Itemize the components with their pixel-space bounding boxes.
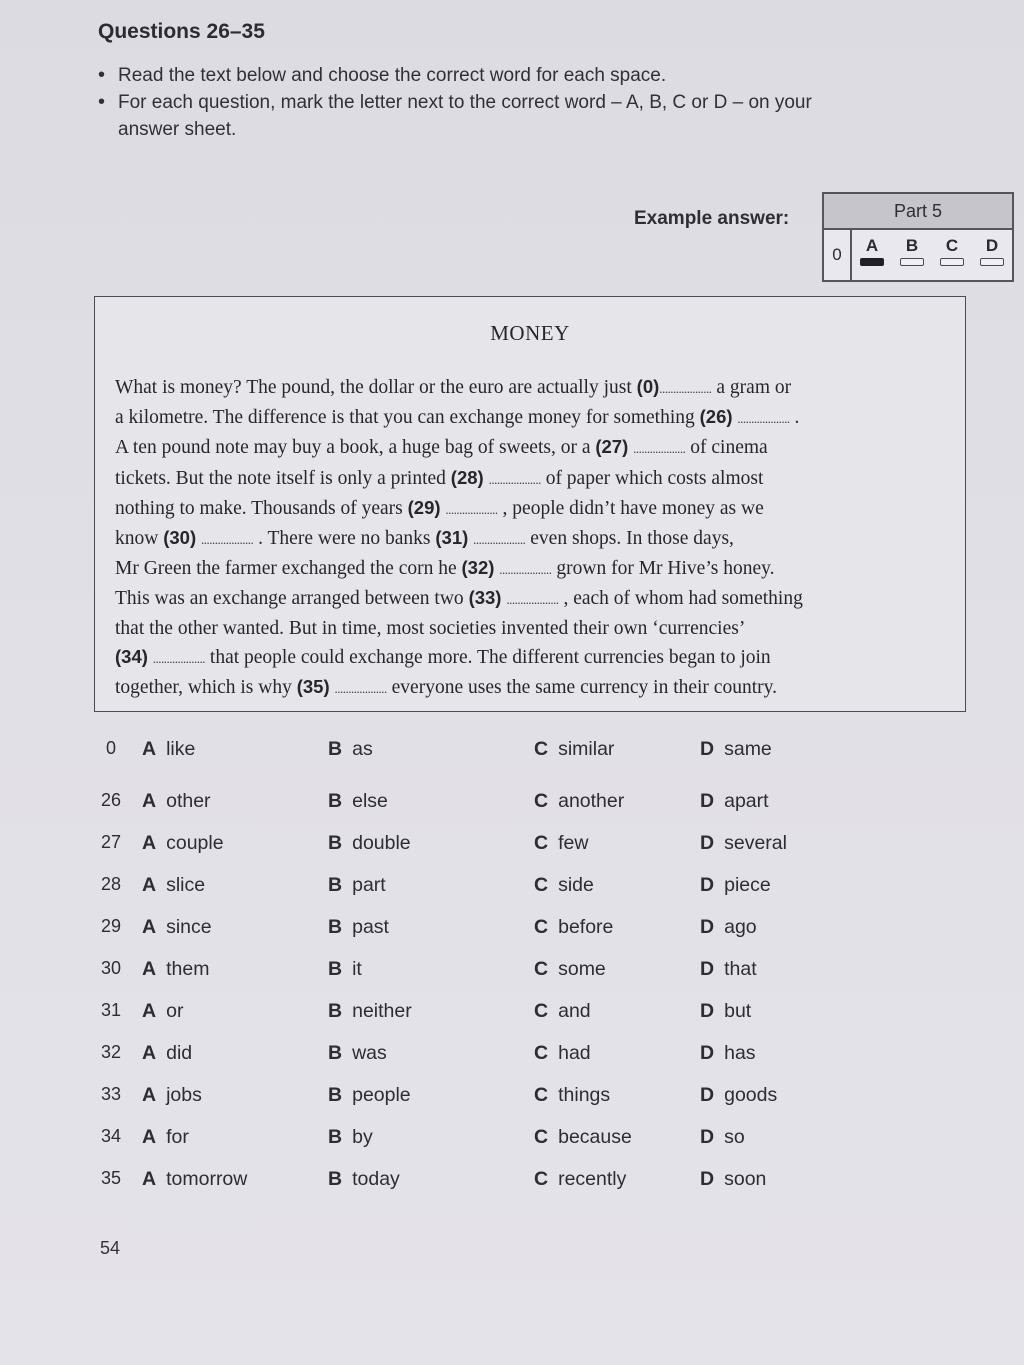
option-word: past — [352, 916, 389, 938]
example-option-letter: D — [985, 236, 999, 255]
option-b — [328, 1084, 411, 1107]
option-word: had — [558, 1042, 591, 1064]
option-c — [534, 874, 594, 897]
option-word: goods — [724, 1084, 778, 1106]
option-word: ago — [724, 916, 757, 938]
question-number: 31 — [100, 1000, 122, 1020]
example-option-a — [860, 236, 884, 280]
passage-text-run: Mr Green the farmer exchanged the corn he — [115, 558, 462, 580]
gap-blank: ................... — [506, 592, 559, 608]
option-word: today — [352, 1168, 400, 1190]
example-options — [852, 230, 1012, 280]
option-letter: B — [328, 916, 343, 938]
option-word: it — [352, 958, 362, 980]
option-letter: A — [142, 738, 157, 760]
option-c — [534, 958, 606, 981]
passage-text-run: tickets. But the note itself is only a printed — [115, 467, 451, 489]
option-a — [142, 916, 212, 939]
passage-line — [115, 433, 947, 463]
option-c — [534, 1168, 626, 1191]
option-c — [534, 790, 624, 813]
gap-number: (32) — [461, 557, 495, 579]
option-d — [700, 738, 772, 761]
option-letter: C — [534, 832, 549, 854]
question-number: 0 — [105, 738, 116, 758]
question-number: 33 — [100, 1084, 122, 1104]
option-word: did — [166, 1042, 193, 1064]
gap-blank: ................... — [445, 501, 498, 517]
option-letter: D — [700, 916, 715, 938]
option-b — [328, 958, 362, 981]
option-word: things — [558, 1084, 611, 1106]
example-answer-label: Example answer: — [634, 208, 790, 229]
option-word: double — [352, 832, 411, 854]
question-row — [96, 994, 856, 1036]
option-letter: A — [142, 1084, 157, 1106]
option-b — [328, 790, 388, 813]
option-d — [700, 1000, 751, 1023]
option-b — [328, 874, 386, 897]
question-number: 28 — [100, 874, 122, 894]
gap-number: (29) — [407, 496, 441, 518]
passage-text-run: that people could exchange more. The different currencies began to join — [205, 646, 771, 668]
option-word: for — [166, 1126, 189, 1148]
option-a — [142, 1126, 189, 1149]
passage-line — [115, 615, 947, 643]
option-word: neither — [352, 1000, 412, 1022]
option-letter: A — [142, 832, 157, 854]
gap-number: (33) — [468, 587, 502, 609]
passage-text-run: . — [789, 407, 800, 429]
question-number: 30 — [100, 958, 122, 978]
gap-blank: ................... — [473, 532, 526, 548]
answer-options — [96, 732, 856, 1204]
option-letter: B — [328, 790, 343, 812]
questions-heading: Questions 26–35 — [98, 20, 265, 43]
option-word: before — [558, 916, 614, 938]
option-word: soon — [724, 1168, 767, 1190]
option-letter: B — [328, 1168, 343, 1190]
passage-text-run: a kilometre. The difference is that you can exchange money for something — [115, 407, 700, 429]
passage-text-run: . There were no banks — [253, 528, 436, 550]
question-row — [96, 910, 856, 952]
passage-box — [94, 296, 966, 712]
gap-blank: ................... — [499, 562, 552, 578]
option-letter: A — [142, 1042, 157, 1064]
question-number: 35 — [100, 1168, 122, 1188]
option-word: side — [558, 874, 594, 896]
option-word: like — [166, 738, 196, 760]
passage-text-run: What is money? The pound, the dollar or the euro are actually just — [115, 377, 637, 398]
option-a — [142, 1000, 183, 1023]
answer-bubble-icon — [980, 258, 1004, 266]
option-letter: D — [700, 874, 715, 896]
option-a — [142, 832, 224, 855]
option-letter: B — [328, 1126, 343, 1148]
option-b — [328, 1126, 373, 1149]
option-word: piece — [724, 874, 771, 896]
gap-number: (31) — [435, 527, 469, 549]
option-b — [328, 1042, 387, 1065]
option-a — [142, 874, 205, 897]
option-c — [534, 832, 588, 855]
example-part-label: Part 5 — [824, 194, 1012, 230]
option-letter: D — [700, 958, 715, 980]
option-word: some — [558, 958, 606, 980]
option-word: as — [352, 738, 373, 760]
passage-line — [115, 554, 947, 584]
option-letter: C — [534, 1168, 549, 1190]
option-d — [700, 1042, 756, 1065]
example-option-b — [900, 236, 924, 280]
option-word: them — [166, 958, 210, 980]
passage-text-run: A ten pound note may buy a book, a huge bag of sweets, or a — [115, 437, 596, 459]
option-letter: D — [700, 1000, 715, 1022]
option-d — [700, 916, 757, 939]
option-letter: A — [142, 790, 157, 812]
option-word: or — [166, 1000, 184, 1022]
answer-bubble-icon — [940, 258, 964, 266]
option-c — [534, 1126, 632, 1149]
gap-number: (28) — [450, 466, 484, 488]
passage-text-run: , each of whom had something — [558, 588, 803, 610]
option-letter: C — [534, 1084, 549, 1106]
passage-line — [115, 673, 947, 703]
option-d — [700, 832, 787, 855]
option-letter: A — [142, 1126, 157, 1148]
option-c — [534, 1000, 591, 1023]
example-option-letter: C — [945, 236, 959, 255]
option-word: apart — [724, 790, 769, 812]
option-letter: A — [142, 874, 157, 896]
option-letter: C — [534, 1000, 549, 1022]
question-number: 29 — [100, 916, 122, 936]
passage-text-run: that the other wanted. But in time, most societies invented their own ‘currencies’ — [115, 617, 746, 639]
instructions-list — [98, 62, 838, 143]
passage-line — [115, 494, 947, 524]
passage-line — [115, 524, 947, 554]
option-word: same — [724, 738, 772, 760]
question-row — [96, 826, 856, 868]
option-word: jobs — [166, 1084, 202, 1106]
option-letter: C — [534, 1042, 549, 1064]
example-answer-box — [822, 192, 1014, 282]
gap-blank: ................... — [334, 681, 387, 697]
question-number: 34 — [100, 1126, 122, 1146]
option-letter: D — [700, 832, 715, 854]
gap-number: (30) — [163, 527, 197, 549]
option-c — [534, 916, 613, 939]
option-word: and — [558, 1000, 591, 1022]
answer-bubble-icon — [900, 258, 924, 266]
option-a — [142, 1042, 192, 1065]
option-letter: B — [328, 1084, 343, 1106]
passage-text-run: of paper which costs almost — [540, 467, 764, 489]
option-word: another — [558, 790, 625, 812]
passage-title: MONEY — [490, 321, 570, 345]
page-number: 54 — [100, 1238, 121, 1258]
passage-line — [115, 584, 947, 614]
option-word: tomorrow — [166, 1168, 248, 1190]
option-word: other — [166, 790, 211, 812]
gap-blank: ................... — [201, 532, 254, 548]
question-row — [96, 1120, 856, 1162]
option-c — [534, 1084, 610, 1107]
option-b — [328, 1168, 400, 1191]
option-d — [700, 874, 771, 897]
passage-text-run: , people didn’t have money as we — [497, 497, 764, 519]
option-word: several — [724, 832, 787, 854]
gap-number: (27) — [595, 436, 629, 458]
option-letter: B — [328, 874, 343, 896]
question-row — [96, 1162, 856, 1204]
option-word: was — [352, 1042, 387, 1064]
passage-text-run: nothing to make. Thousands of years — [115, 497, 408, 519]
option-b — [328, 832, 411, 855]
passage-text — [115, 373, 947, 703]
option-letter: A — [142, 916, 157, 938]
gap-blank: ................... — [488, 471, 541, 487]
option-letter: D — [700, 1168, 715, 1190]
question-row — [96, 1036, 856, 1078]
question-row — [96, 868, 856, 910]
passage-line — [115, 643, 947, 673]
option-letter: B — [328, 958, 343, 980]
gap-blank: ................... — [633, 441, 686, 457]
option-letter: C — [534, 1126, 549, 1148]
passage-line — [115, 403, 947, 433]
option-letter: A — [142, 1168, 157, 1190]
question-row — [96, 1078, 856, 1120]
option-letter: B — [328, 738, 343, 760]
option-d — [700, 1126, 745, 1149]
passage-line — [115, 464, 947, 494]
passage-text-run: a gram or — [711, 377, 792, 398]
option-letter: C — [534, 916, 549, 938]
example-option-letter: A — [865, 236, 879, 255]
option-letter: C — [534, 738, 549, 760]
gap-number: (26) — [699, 406, 733, 428]
gap-blank: ................... — [152, 650, 206, 666]
option-letter: B — [328, 1000, 343, 1022]
option-word: else — [352, 790, 388, 812]
option-b — [328, 1000, 412, 1023]
option-letter: D — [700, 738, 715, 760]
option-a — [142, 790, 211, 813]
question-row — [96, 784, 856, 826]
option-word: people — [352, 1084, 411, 1106]
passage-text-run: know — [115, 528, 164, 550]
option-word: has — [724, 1042, 756, 1064]
gap-number: (35) — [296, 676, 330, 698]
option-word: recently — [558, 1168, 627, 1190]
option-word: slice — [166, 874, 206, 896]
question-row — [96, 952, 856, 994]
option-word: similar — [558, 738, 615, 760]
option-letter: C — [534, 874, 549, 896]
example-option-letter: B — [905, 236, 919, 255]
gap-number: (34) — [115, 645, 148, 667]
gap-number: (0) — [636, 376, 660, 397]
question-number: 27 — [100, 832, 122, 852]
example-number: 0 — [824, 230, 852, 280]
passage-text-run: together, which is why — [115, 677, 297, 699]
passage-line — [115, 373, 947, 403]
option-letter: D — [700, 790, 715, 812]
instruction-item: • For each question, mark the letter next to the correct word – A, B, C or D – on your answer sheet. — [98, 89, 838, 143]
option-letter: A — [142, 958, 157, 980]
option-a — [142, 1168, 247, 1191]
option-letter: D — [700, 1084, 715, 1106]
option-letter: C — [534, 790, 549, 812]
option-d — [700, 958, 757, 981]
example-answer-row — [824, 230, 1012, 280]
option-letter: B — [328, 1042, 343, 1064]
example-option-d — [980, 236, 1004, 280]
option-letter: D — [700, 1126, 715, 1148]
option-c — [534, 738, 614, 761]
option-letter: C — [534, 958, 549, 980]
option-a — [142, 738, 195, 761]
gap-blank: ................... — [737, 411, 790, 427]
question-row — [96, 732, 856, 784]
option-letter: A — [142, 1000, 157, 1022]
passage-text-run: even shops. In those days, — [525, 528, 734, 550]
option-word: since — [166, 916, 212, 938]
option-letter: B — [328, 832, 343, 854]
option-b — [328, 738, 373, 761]
option-word: few — [558, 832, 589, 854]
option-word: so — [724, 1126, 745, 1148]
question-number: 32 — [100, 1042, 122, 1062]
option-d — [700, 1084, 777, 1107]
option-c — [534, 1042, 591, 1065]
gap-blank: ................... — [659, 381, 712, 396]
answer-bubble-icon — [860, 258, 884, 266]
option-d — [700, 790, 769, 813]
option-word: that — [724, 958, 757, 980]
passage-text-run: everyone uses the same currency in their country. — [386, 677, 777, 699]
question-number: 26 — [100, 790, 122, 810]
option-a — [142, 1084, 202, 1107]
option-d — [700, 1168, 766, 1191]
option-word: by — [352, 1126, 373, 1148]
option-word: because — [558, 1126, 632, 1148]
passage-text-run: grown for Mr Hive’s honey. — [551, 558, 775, 580]
option-word: part — [352, 874, 386, 896]
option-word: couple — [166, 832, 224, 854]
option-letter: D — [700, 1042, 715, 1064]
option-word: but — [724, 1000, 752, 1022]
option-b — [328, 916, 389, 939]
passage-text-run: This was an exchange arranged between two — [115, 588, 469, 610]
option-a — [142, 958, 209, 981]
example-option-c — [940, 236, 964, 280]
passage-text-run: of cinema — [685, 437, 768, 459]
instruction-item: • Read the text below and choose the correct word for each space. — [98, 62, 838, 89]
